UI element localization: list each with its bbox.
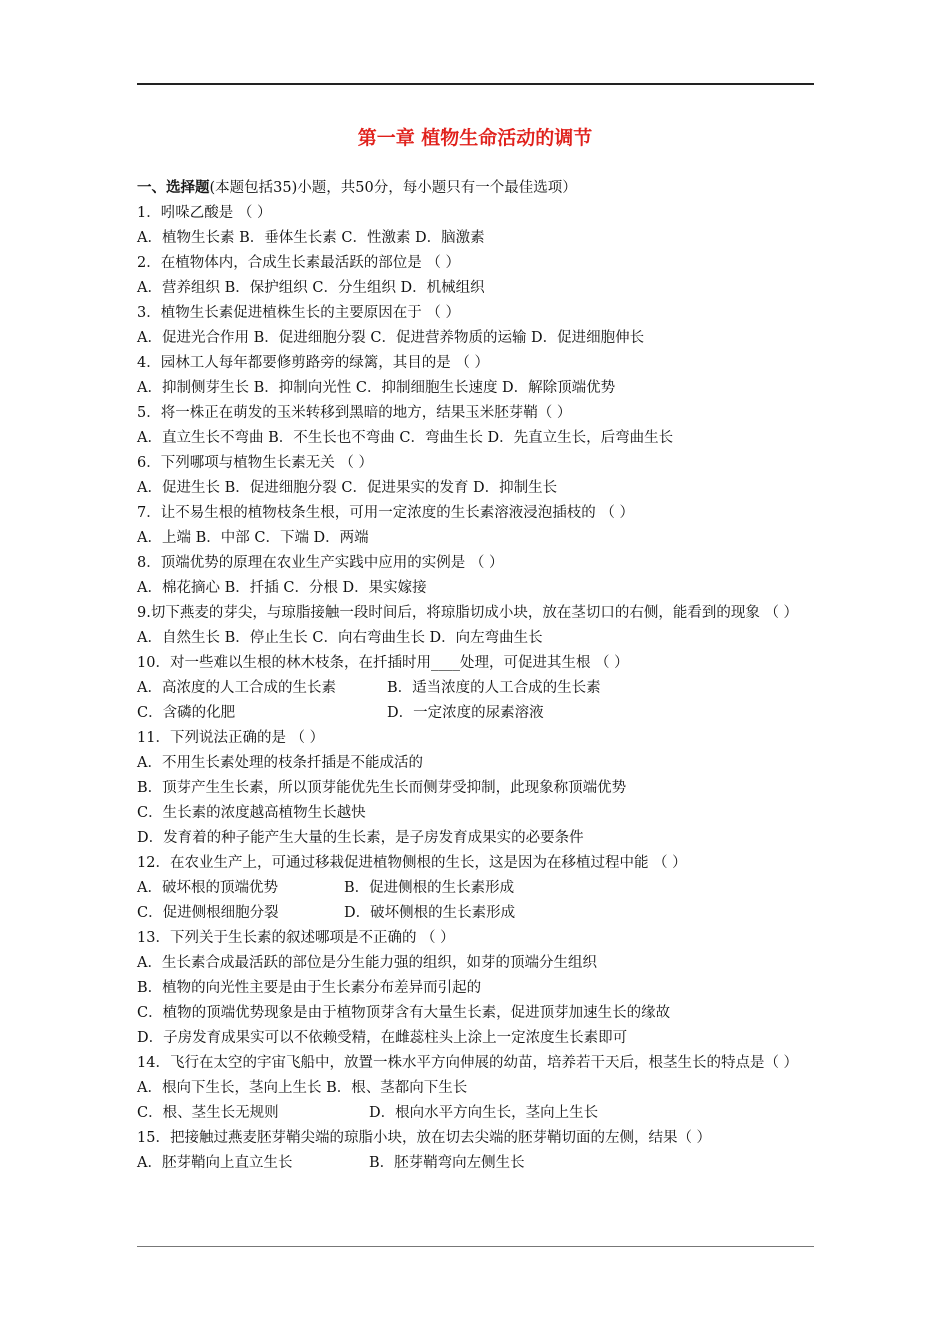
section-heading-note: (本题包括35)小题，共50分，每小题只有一个最佳选项）: [209, 180, 577, 196]
option-b: B．胚芽鞘弯向左侧生长: [369, 1155, 525, 1171]
question-13: 13．下列关于生长素的叙述哪项是不正确的 （ ）: [137, 930, 455, 946]
option-c: C．根、茎生长无规则: [137, 1105, 279, 1121]
question-7: 7．让不易生根的植物枝条生根，可用一定浓度的生长素溶液浸泡插枝的 （ ）: [137, 505, 634, 521]
page-title: 第一章 植物生命活动的调节: [357, 127, 593, 149]
question-15: 15．把接触过燕麦胚芽鞘尖端的琼脂小块，放在切去尖端的胚芽鞘切面的左侧，结果（ ）: [137, 1130, 712, 1146]
option-a: A．破坏根的顶端优势: [137, 880, 278, 896]
question-12: 12．在农业生产上，可通过移栽促进植物侧根的生长，这是因为在移植过程中能 （ ）: [137, 855, 687, 871]
question-11-option-a: A．不用生长素处理的枝条扦插是不能成活的: [137, 755, 423, 771]
question-5-options: A．直立生长不弯曲 B．不生长也不弯曲 C．弯曲生长 D．先直立生长，后弯曲生长: [137, 430, 674, 446]
question-list: [137, 176, 814, 1176]
question-14: 14．飞行在太空的宇宙飞船中，放置一株水平方向伸展的幼苗，培养若干天后，根茎生长的特点是（ ）: [137, 1055, 799, 1071]
question-2: 2．在植物体内，合成生长素最活跃的部位是 （ ）: [137, 255, 460, 271]
question-11-option-d: D．发育着的种子能产生大量的生长素，是子房发育成果实的必要条件: [137, 830, 584, 846]
question-13-option-c: C．植物的顶端优势现象是由于植物顶芽含有大量生长素，促进顶芽加速生长的缘故: [137, 1005, 671, 1021]
question-6-options: A．促进生长 B．促进细胞分裂 C．促进果实的发育 D．抑制生长: [137, 480, 558, 496]
section-heading-label: 一、选择题: [137, 180, 210, 196]
question-9: 9.切下燕麦的芽尖，与琼脂接触一段时间后，将琼脂切成小块，放在茎切口的右侧，能看到的现象 （ ）: [137, 605, 799, 621]
option-b: B．促进侧根的生长素形成: [344, 880, 515, 896]
option-d: D．破坏侧根的生长素形成: [344, 905, 516, 921]
question-13-option-b: B．植物的向光性主要是由于生长素分布差异而引起的: [137, 980, 482, 996]
option-c: C．含磷的化肥: [137, 705, 236, 721]
question-3: 3．植物生长素促进植株生长的主要原因在于 （ ）: [137, 305, 460, 321]
question-11: 11．下列说法正确的是 （ ）: [137, 730, 325, 746]
question-5: 5．将一株正在萌发的玉米转移到黑暗的地方，结果玉米胚芽鞘（ ）: [137, 405, 572, 421]
header-rule: [137, 83, 814, 85]
option-a: A．胚芽鞘向上直立生长: [137, 1155, 293, 1171]
question-10-options-row2: [137, 701, 814, 726]
question-10-options-row1: [137, 676, 814, 701]
question-2-options: A．营养组织 B．保护组织 C．分生组织 D．机械组织: [137, 280, 485, 296]
question-1: 1．吲哚乙酸是 （ ）: [137, 205, 272, 221]
option-d: D．根向水平方向生长，茎向上生长: [369, 1105, 599, 1121]
question-7-options: A．上端 B．中部 C．下端 D．两端: [137, 530, 369, 546]
section-heading: [137, 176, 814, 201]
question-8: 8．顶端优势的原理在农业生产实践中应用的实例是 （ ）: [137, 555, 504, 571]
option-c: C．促进侧根细胞分裂: [137, 905, 279, 921]
question-13-option-a: A．生长素合成最活跃的部位是分生能力强的组织，如芽的顶端分生组织: [137, 955, 597, 971]
question-4-options: A．抑制侧芽生长 B．抑制向光性 C．抑制细胞生长速度 D．解除顶端优势: [137, 380, 616, 396]
question-13-option-d: D．子房发育成果实可以不依赖受精，在雌蕊柱头上涂上一定浓度生长素即可: [137, 1030, 628, 1046]
option-a: A．高浓度的人工合成的生长素: [137, 680, 336, 696]
option-a: A．根向下生长，茎向上生长: [137, 1080, 322, 1096]
question-1-options: A．植物生长素 B．垂体生长素 C．性激素 D．脑激素: [137, 230, 485, 246]
option-b: B．根、茎都向下生长: [326, 1080, 468, 1096]
question-8-options: A．棉花摘心 B．扦插 C．分根 D．果实嫁接: [137, 580, 427, 596]
question-11-option-b: B．顶芽产生生长素，所以顶芽能优先生长而侧芽受抑制，此现象称顶端优势: [137, 780, 627, 796]
option-d: D．一定浓度的尿素溶液: [387, 705, 544, 721]
question-6: 6．下列哪项与植物生长素无关 （ ）: [137, 455, 373, 471]
question-12-options-row1: [137, 876, 814, 901]
question-11-option-c: C．生长素的浓度越高植物生长越快: [137, 805, 366, 821]
question-4: 4．园林工人每年都要修剪路旁的绿篱，其目的是 （ ）: [137, 355, 489, 371]
question-15-options-row1: [137, 1151, 814, 1176]
question-10: 10．对一些难以生根的林木枝条，在扦插时用____处理，可促进其生根 （ ）: [137, 655, 629, 671]
option-b: B．适当浓度的人工合成的生长素: [387, 680, 601, 696]
question-14-options-row2: [137, 1101, 814, 1126]
question-9-options: A．自然生长 B．停止生长 C．向右弯曲生长 D．向左弯曲生长: [137, 630, 543, 646]
question-14-options-row1: [137, 1076, 814, 1101]
footer-rule: [137, 1246, 814, 1247]
question-3-options: A．促进光合作用 B．促进细胞分裂 C．促进营养物质的运输 D．促进细胞伸长: [137, 330, 645, 346]
question-12-options-row2: [137, 901, 814, 926]
